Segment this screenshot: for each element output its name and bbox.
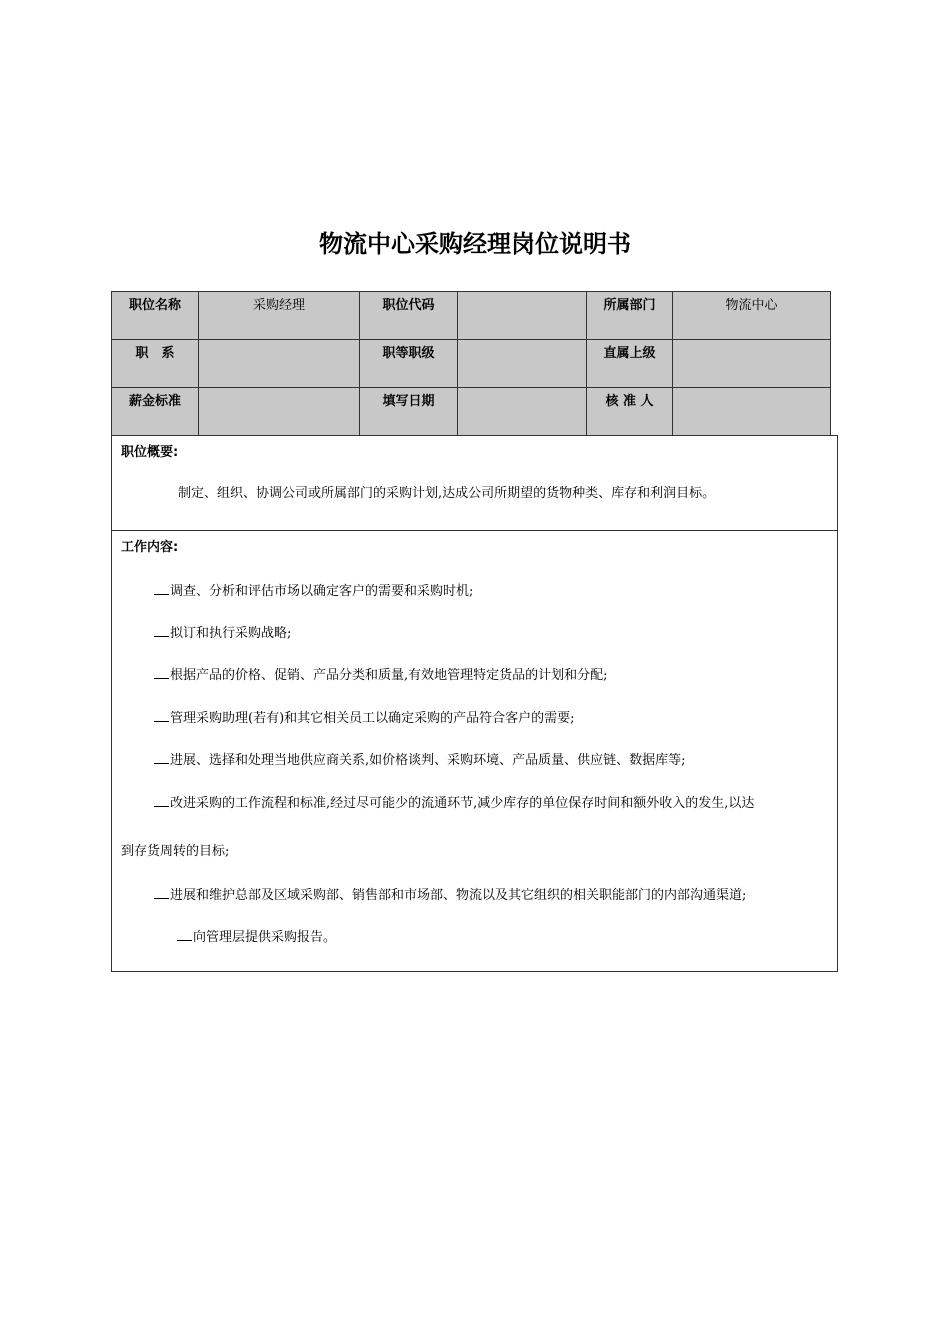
list-item-continuation: 到存货周转的目标; [121,844,230,859]
position-name-value: 采购经理 [199,292,360,340]
bullet-underline [154,794,169,807]
position-name-label: 职位名称 [112,292,199,340]
document-title: 物流中心采购经理岗位说明书 [319,230,631,258]
position-code-label: 职位代码 [360,292,458,340]
bullet-underline [154,751,169,764]
summary-label: 职位概要: [121,445,179,460]
approver-label: 核 准 人 [587,388,673,436]
bullet-underline [154,709,169,722]
job-family-value [199,340,360,388]
duty-text: 进展和维护总部及区域采购部、销售部和市场部、物流以及其它组织的相关职能部门的内部沟通渠道; [170,888,747,903]
list-item [154,794,754,813]
fill-date-value [458,388,587,436]
list-item [154,582,473,601]
list-item [154,751,686,770]
list-item [154,709,575,728]
direct-supervisor-label: 直属上级 [587,340,673,388]
position-summary-section [111,435,838,531]
position-info-table [111,291,831,436]
direct-supervisor-value [673,340,831,388]
salary-standard-label: 薪金标准 [112,388,199,436]
bullet-underline [177,928,192,941]
job-family-label: 职 系 [112,340,199,388]
job-duties-section [111,530,838,972]
position-code-value [458,292,587,340]
duty-text: 向管理层提供采购报告。 [193,930,337,945]
fill-date-label: 填写日期 [360,388,458,436]
department-label: 所属部门 [587,292,673,340]
table-row [112,388,831,436]
duty-text: 管理采购助理(若有)和其它相关员工以确定采购的产品符合客户的需要; [170,711,575,726]
approver-value [673,388,831,436]
department-value: 物流中心 [673,292,831,340]
bullet-underline [154,666,169,679]
table-row [112,340,831,388]
duty-text: 根据产品的价格、促销、产品分类和质量,有效地管理特定货品的计划和分配; [170,668,608,683]
duty-text: 进展、选择和处理当地供应商关系,如价格谈判、采购环境、产品质量、供应链、数据库等; [170,753,686,768]
bullet-underline [154,886,169,899]
list-item [154,624,291,643]
salary-standard-value [199,388,360,436]
job-grade-label: 职等职级 [360,340,458,388]
duties-label: 工作内容: [121,540,179,555]
table-row [112,292,831,340]
list-item [154,666,608,685]
duty-text: 调查、分析和评估市场以确定客户的需要和采购时机; [170,584,474,599]
duty-text: 改进采购的工作流程和标准,经过尽可能少的流通环节,减少库存的单位保存时间和额外收入的发生,以达 [170,796,755,811]
list-item [177,928,336,947]
job-grade-value [458,340,587,388]
bullet-underline [154,624,169,637]
duty-text: 拟订和执行采购战略; [170,626,292,641]
summary-text: 制定、组织、协调公司或所属部门的采购计划,达成公司所期望的货物种类、库存和利润目标。 [178,486,716,501]
list-item [154,886,746,905]
bullet-underline [154,582,169,595]
